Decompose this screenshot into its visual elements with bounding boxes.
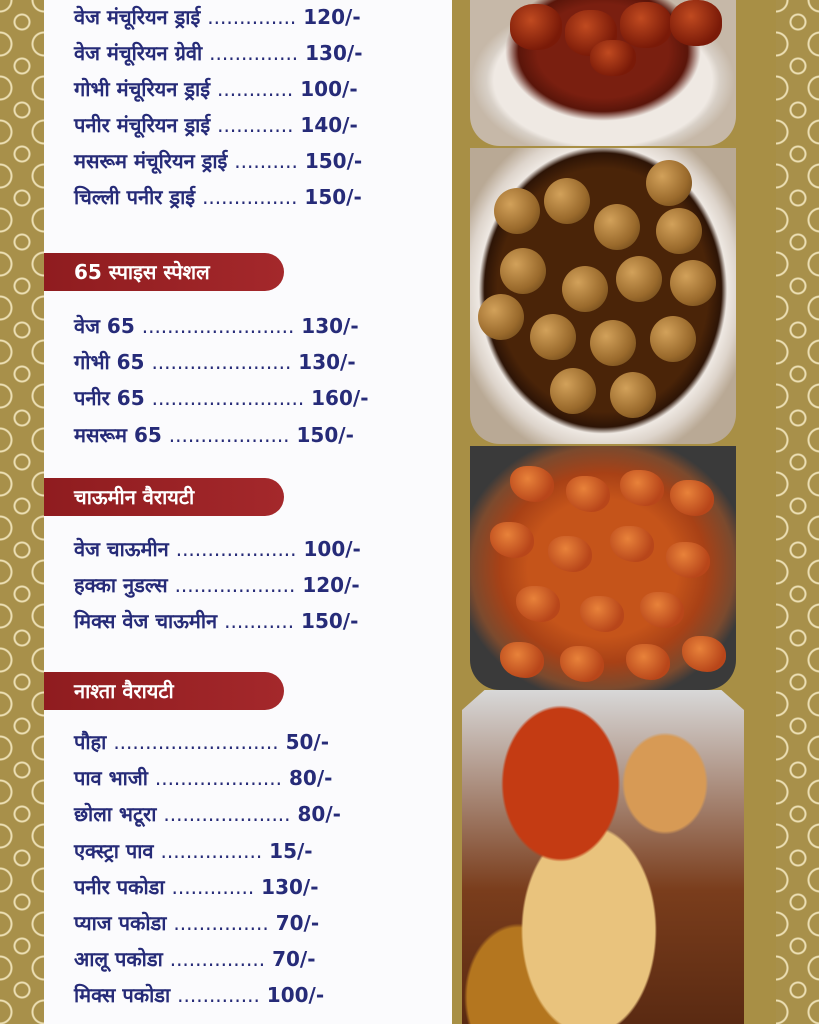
menu-item: पाव भाजी .................... 80/- [74, 766, 333, 790]
menu-item: मसरूम 65 ................... 150/- [74, 423, 354, 447]
menu-item: प्याज पकोडा ............... 70/- [74, 911, 320, 935]
menu-item: वेज चाऊमीन ................... 100/- [74, 537, 361, 561]
menu-item: छोला भटूरा .................... 80/- [74, 802, 341, 826]
section-header-65-spice: 65 स्पाइस स्पेशल [44, 253, 284, 291]
food-photo-manchurian-gravy [470, 148, 736, 444]
menu-item: चिल्ली पनीर ड्राई ............... 150/- [74, 185, 362, 209]
food-photo-gobi-65 [470, 446, 736, 690]
menu-item: मिक्स पकोडा ............. 100/- [74, 983, 325, 1007]
decorative-border-left [0, 0, 44, 1024]
food-photo-pav-bhaji-chole-bhature [462, 690, 744, 1024]
menu-item: वेज 65 ........................ 130/- [74, 314, 359, 338]
decorative-border-right [776, 0, 819, 1024]
food-photo-manchurian-bowl [470, 0, 736, 146]
menu-item: एक्स्ट्रा पाव ................ 15/- [74, 839, 313, 863]
menu-item: वेज मंचूरियन ग्रेवी .............. 130/- [74, 41, 363, 65]
menu-item: पनीर मंचूरियन ड्राई ............ 140/- [74, 113, 358, 137]
menu-item: गोभी 65 ...................... 130/- [74, 350, 356, 374]
menu-item: पनीर पकोडा ............. 130/- [74, 875, 319, 899]
menu-item: मिक्स वेज चाऊमीन ........... 150/- [74, 609, 359, 633]
section-header-chowmein: चाऊमीन वैरायटी [44, 478, 284, 516]
menu-item: गोभी मंचूरियन ड्राई ............ 100/- [74, 77, 358, 101]
menu-item: पौहा .......................... 50/- [74, 730, 330, 754]
menu-item: हक्का नुडल्स ................... 120/- [74, 573, 360, 597]
menu-item: वेज मंचूरियन ड्राई .............. 120/- [74, 5, 361, 29]
section-header-breakfast: नाश्ता वैरायटी [44, 672, 284, 710]
menu-item: आलू पकोडा ............... 70/- [74, 947, 316, 971]
menu-item: पनीर 65 ........................ 160/- [74, 386, 369, 410]
menu-item: मसरूम मंचूरियन ड्राई .......... 150/- [74, 149, 363, 173]
